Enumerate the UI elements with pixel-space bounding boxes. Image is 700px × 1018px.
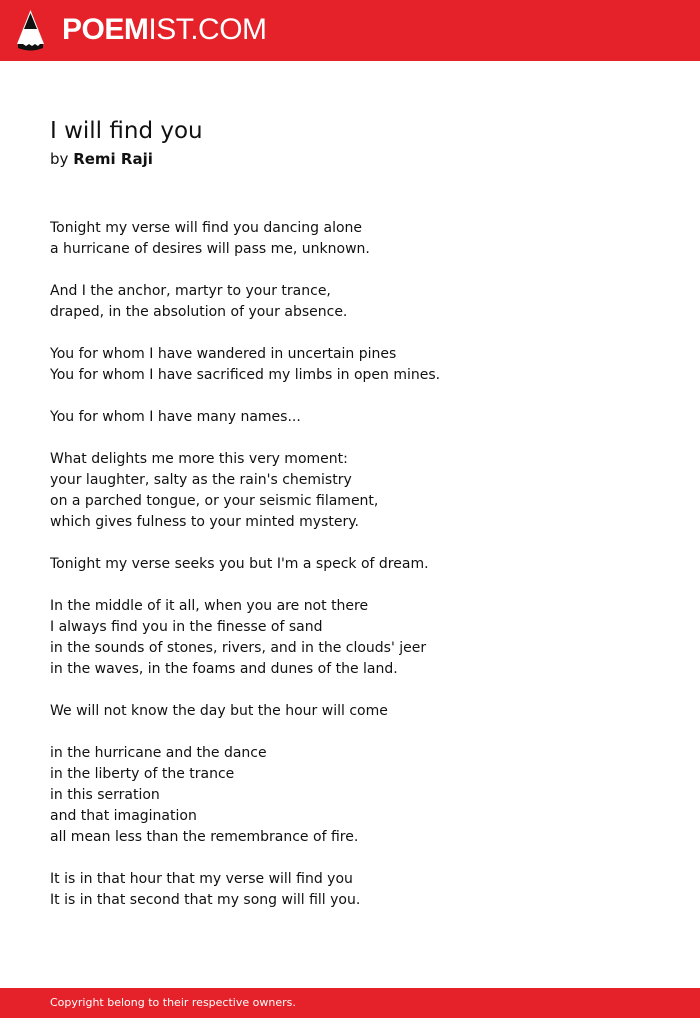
poem-line: I always find you in the finesse of sand — [50, 619, 323, 635]
poem-stanza — [50, 869, 670, 911]
site-footer — [0, 988, 700, 1018]
poem-title: I will find you — [50, 118, 203, 144]
logo-brand-bold: POEM — [62, 13, 149, 46]
poem-stanza — [50, 281, 670, 323]
poem-stanza — [50, 218, 670, 260]
poem-line: We will not know the day but the hour will come — [50, 703, 388, 719]
poem-line: all mean less than the remembrance of fire. — [50, 829, 359, 845]
poem-line: What delights me more this very moment: — [50, 451, 348, 467]
site-logo[interactable] — [62, 10, 267, 50]
logo-brand-light: IST.COM — [148, 13, 267, 46]
poem-line: in the sounds of stones, rivers, and in the clouds' jeer — [50, 640, 427, 656]
byline-prefix: by — [50, 150, 69, 168]
poem-line: In the middle of it all, when you are not there — [50, 598, 369, 614]
poem-line: Tonight my verse will find you dancing alone — [50, 220, 363, 236]
poem-stanza — [50, 449, 670, 533]
poem-stanza — [50, 743, 670, 848]
poem-line: which gives fulness to your minted mystery. — [50, 514, 359, 530]
copyright-text: Copyright belong to their respective owners. — [50, 996, 296, 1009]
poem-line: on a parched tongue, or your seismic filament, — [50, 493, 379, 509]
poem-line: You for whom I have many names... — [50, 409, 301, 425]
poem-line: your laughter, salty as the rain's chemistry — [50, 472, 352, 488]
poem-body — [50, 218, 670, 932]
pencil-icon — [17, 10, 44, 51]
site-header — [0, 0, 700, 61]
poem-line: in the waves, in the foams and dunes of the land. — [50, 661, 398, 677]
poem-line: in this serration — [50, 787, 160, 803]
poem-line: It is in that second that my song will fill you. — [50, 892, 361, 908]
poem-stanza — [50, 701, 670, 722]
poem-line: in the liberty of the trance — [50, 766, 235, 782]
poem-byline — [50, 148, 153, 170]
author-name: Remi Raji — [73, 150, 153, 168]
poem-line: in the hurricane and the dance — [50, 745, 267, 761]
poem-line: a hurricane of desires will pass me, unknown. — [50, 241, 370, 257]
poem-line: draped, in the absolution of your absence. — [50, 304, 348, 320]
poem-stanza — [50, 554, 670, 575]
poem-line: and that imagination — [50, 808, 197, 824]
poem-line: You for whom I have sacrificed my limbs in open mines. — [50, 367, 441, 383]
poem-stanza — [50, 596, 670, 680]
poem-stanza — [50, 344, 670, 386]
poem-line: It is in that hour that my verse will find you — [50, 871, 353, 887]
poem-line: Tonight my verse seeks you but I'm a speck of dream. — [50, 556, 429, 572]
poem-line: You for whom I have wandered in uncertain pines — [50, 346, 397, 362]
poem-stanza — [50, 407, 670, 428]
poem-line: And I the anchor, martyr to your trance, — [50, 283, 331, 299]
